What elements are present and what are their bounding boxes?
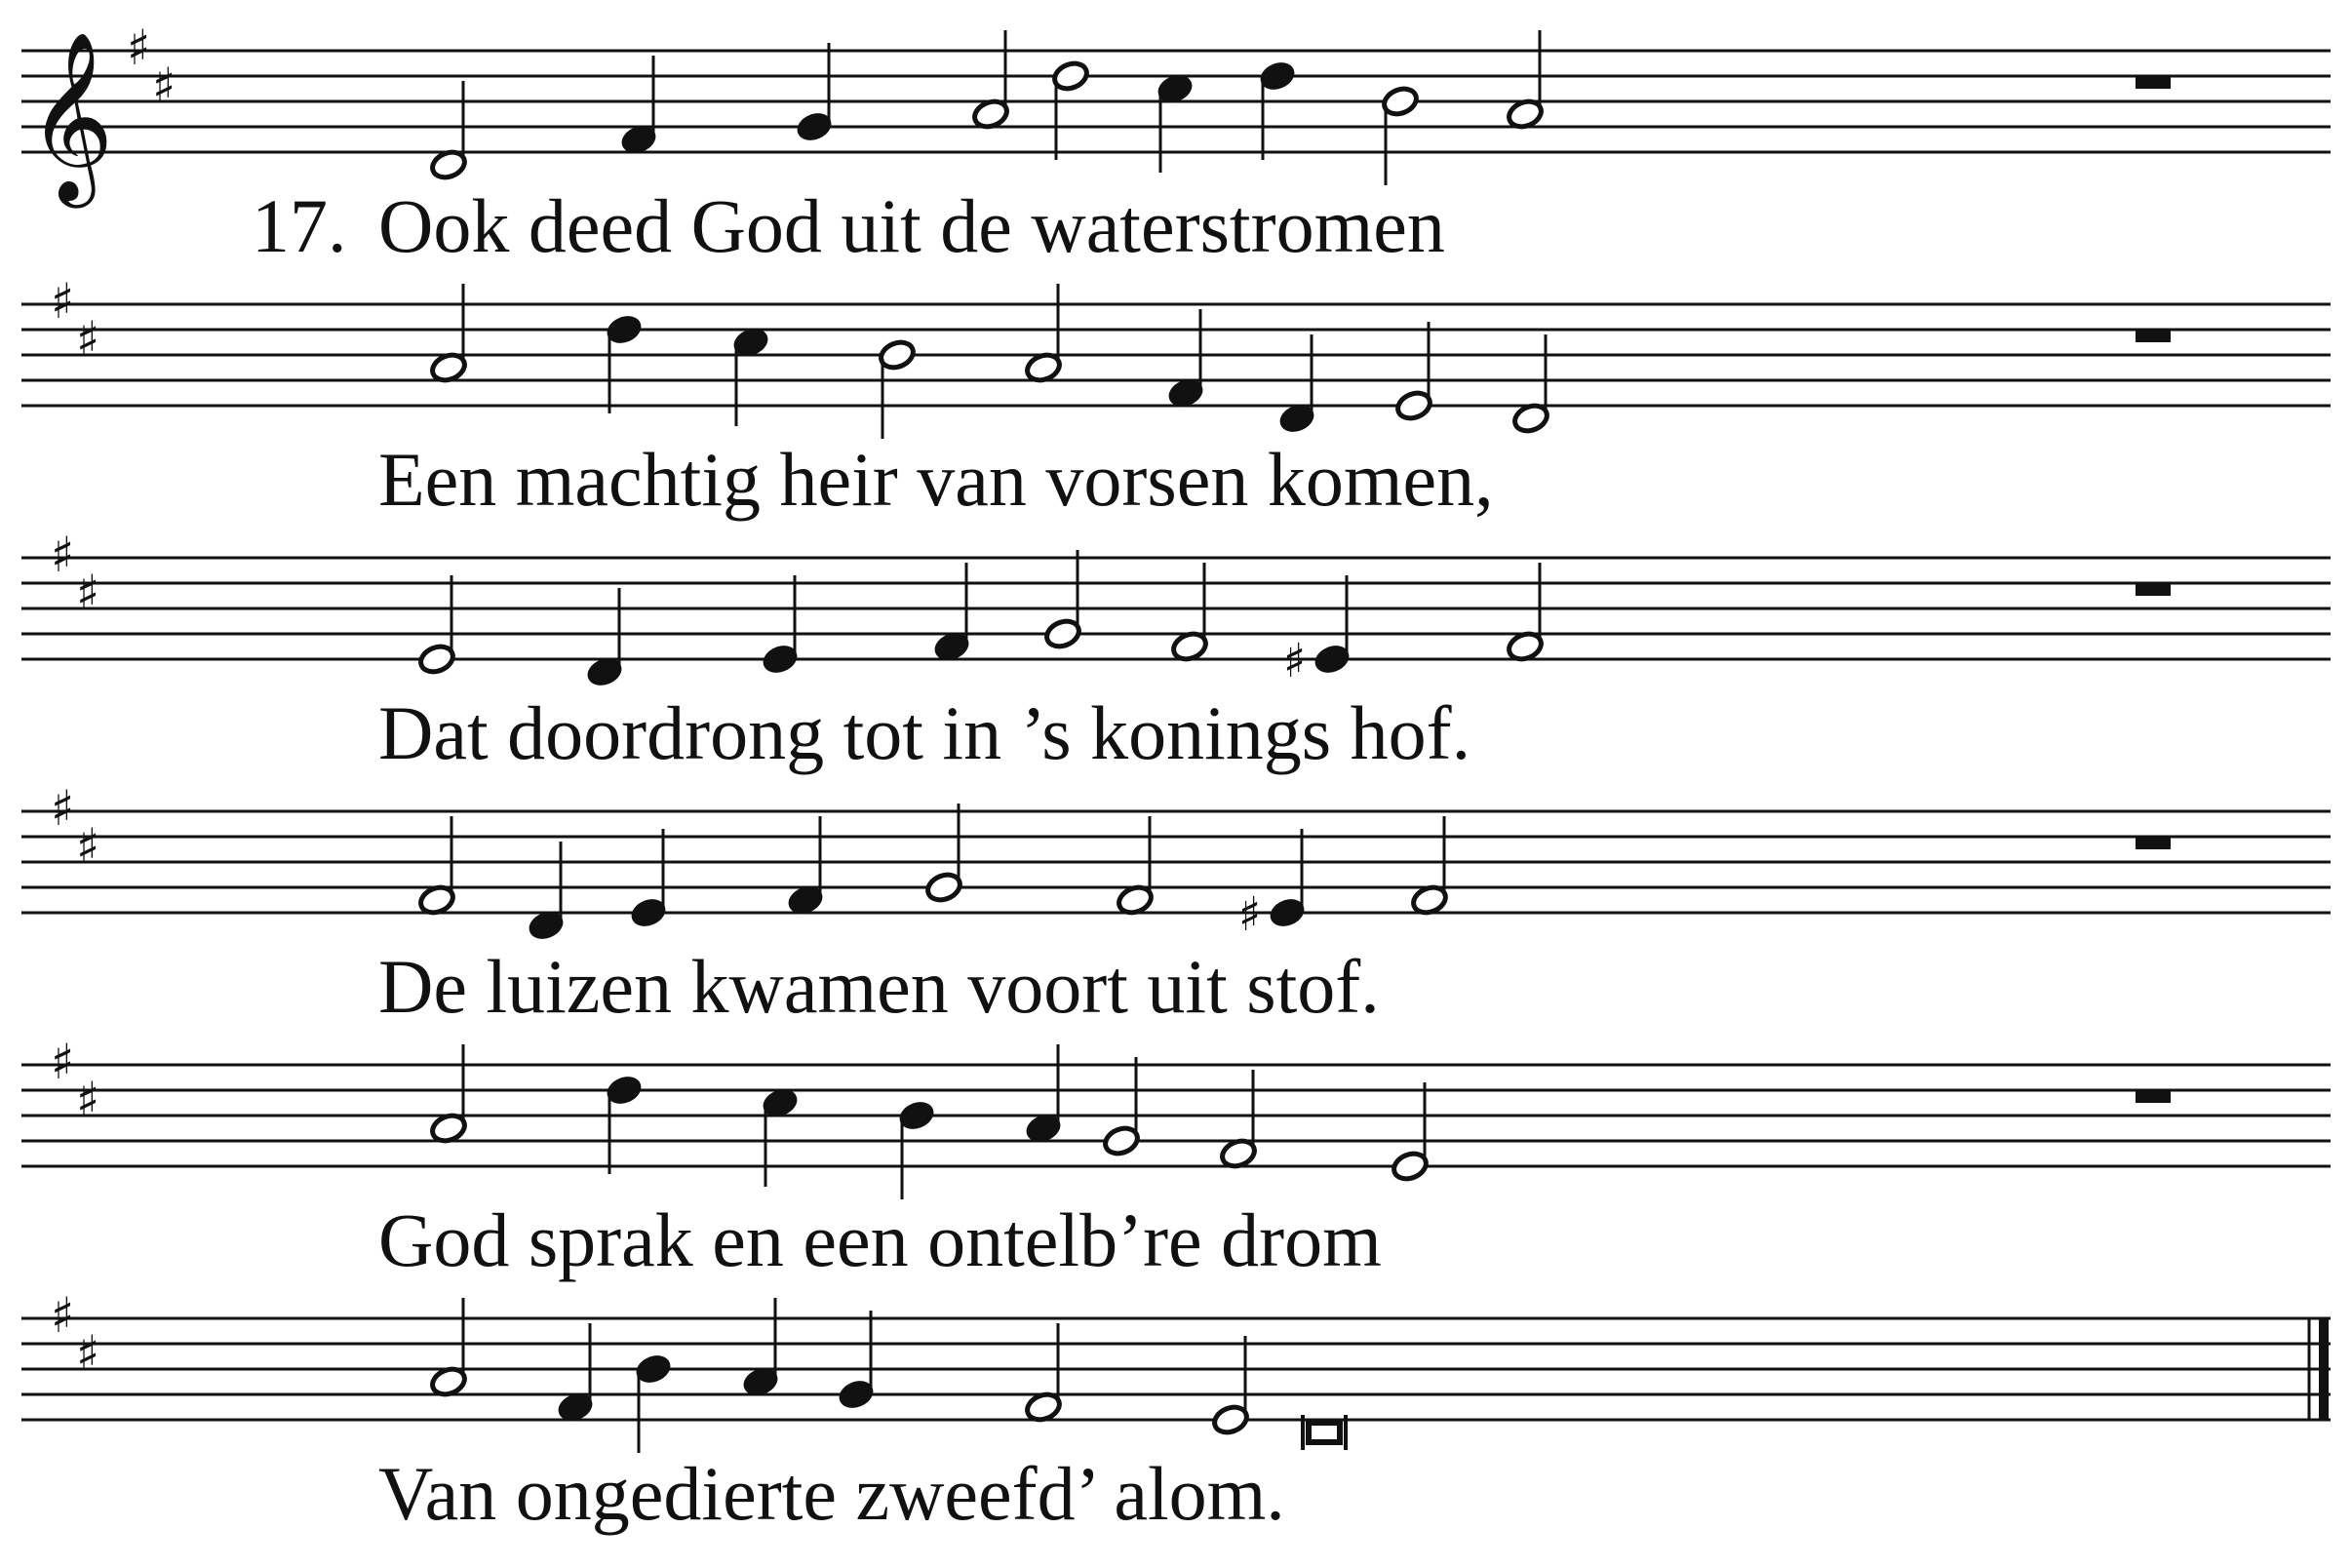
- verse-number: 17.: [252, 183, 347, 268]
- note: [629, 829, 669, 929]
- note: [761, 1086, 801, 1187]
- note: [1303, 1415, 1346, 1450]
- note: [1277, 334, 1317, 435]
- lyric-line: Van ongedierte zweefd’ alom.: [378, 1451, 1285, 1536]
- key-signature-sharp-icon: ♯: [76, 311, 100, 368]
- music-system: [21, 1287, 2331, 1536]
- note: [1102, 1057, 1142, 1157]
- note: [605, 1074, 645, 1174]
- note: [605, 313, 645, 413]
- note: [417, 575, 457, 676]
- key-signature-sharp-icon: ♯: [76, 1325, 100, 1382]
- key-signature-sharp-icon: ♯: [76, 818, 100, 875]
- note: [1238, 829, 1307, 942]
- half-rest-icon: [2136, 76, 2171, 89]
- note: [741, 1298, 781, 1398]
- key-signature-sharp-icon: ♯: [51, 1287, 75, 1344]
- treble-clef-icon: 𝄞: [27, 31, 114, 201]
- note: [556, 1323, 596, 1424]
- note: [795, 43, 835, 143]
- note: [417, 816, 457, 917]
- note: [429, 284, 469, 384]
- key-signature-sharp-icon: ♯: [51, 527, 75, 583]
- note: [429, 1298, 469, 1398]
- note: [971, 30, 1011, 131]
- note: [1258, 59, 1298, 160]
- note: [1156, 72, 1196, 173]
- note: [527, 842, 567, 942]
- note: [837, 1311, 877, 1411]
- note: [585, 588, 625, 688]
- half-rest-icon: [2136, 583, 2171, 596]
- key-signature-sharp-icon: ♯: [51, 1034, 75, 1090]
- note: [1051, 59, 1091, 160]
- lyric-line: De luizen kwamen voort uit stof.: [378, 944, 1380, 1029]
- note: [1506, 30, 1546, 131]
- key-signature-sharp-icon: ♯: [152, 58, 176, 114]
- note: [1024, 1323, 1064, 1424]
- lyric-line: Ook deed God uit de waterstromen: [378, 183, 1445, 268]
- music-system: [21, 1034, 2331, 1282]
- note: [761, 575, 801, 676]
- half-rest-icon: [2136, 837, 2171, 849]
- note: [1219, 1070, 1259, 1170]
- lyric-line: Een machtig heir van vorsen komen,: [378, 437, 1494, 522]
- note: [1511, 334, 1551, 435]
- note: [1381, 85, 1421, 185]
- note: [786, 816, 826, 917]
- note: [429, 81, 469, 181]
- half-rest-icon: [2136, 330, 2171, 342]
- note: [429, 1044, 469, 1145]
- note: [1024, 284, 1064, 384]
- note: [1506, 563, 1546, 663]
- music-system: [21, 780, 2331, 1029]
- sharp-accidental-icon: ♯: [1283, 634, 1307, 688]
- note: [1211, 1336, 1251, 1436]
- note: [1391, 1082, 1431, 1183]
- half-rest-icon: [2136, 1090, 2171, 1103]
- note: [1410, 816, 1450, 917]
- final-barline-thick: [2319, 1318, 2329, 1420]
- key-signature-sharp-icon: ♯: [76, 1072, 100, 1128]
- note: [878, 338, 918, 439]
- key-signature-sharp-icon: ♯: [127, 20, 151, 76]
- lyric-line: Dat doordrong tot in ’s konings hof.: [378, 690, 1471, 775]
- note: [932, 563, 972, 663]
- key-signature-sharp-icon: ♯: [76, 565, 100, 621]
- note: [1170, 563, 1210, 663]
- note: [897, 1099, 937, 1199]
- note: [619, 56, 659, 156]
- note: [1283, 575, 1352, 688]
- music-system: [21, 20, 2331, 268]
- note: [1394, 322, 1434, 422]
- music-system: [21, 527, 2331, 775]
- note: [731, 326, 771, 426]
- lyric-line: God sprak en een ontelb’re drom: [378, 1197, 1382, 1282]
- note: [924, 804, 964, 904]
- note: [1024, 1044, 1064, 1145]
- sharp-accidental-icon: ♯: [1238, 887, 1262, 942]
- note: [634, 1352, 674, 1453]
- key-signature-sharp-icon: ♯: [51, 780, 75, 837]
- music-system: [21, 273, 2331, 522]
- note: [1116, 816, 1156, 917]
- key-signature-sharp-icon: ♯: [51, 273, 75, 330]
- note: [1166, 309, 1206, 410]
- note: [1043, 550, 1083, 650]
